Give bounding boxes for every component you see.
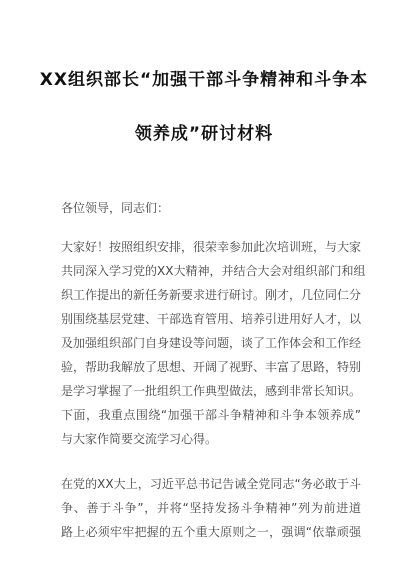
paragraph-line: 大家好！按照组织安排，很荣幸参加此次培训班，与大家: [61, 240, 362, 254]
paragraph-line: 在党的XX大上，习近平总书记告诫全党同志“务必敢于斗: [61, 477, 361, 491]
paragraph-2: [61, 472, 361, 544]
salutation: 各位领导，同志们：: [61, 201, 170, 215]
paragraph-line: 与大家作简要交流学习心得。: [61, 432, 218, 446]
document-title-line-2: 领养成”研讨材料: [134, 124, 274, 144]
paragraph-line: 路上必须牢牢把握的五个重大原则之一，强调“依靠顽强: [61, 525, 361, 539]
document-title-line-1: XX组织部长“加强干部斗争精神和斗争本: [39, 70, 369, 90]
paragraph-line: 验，帮助我解放了思想、开阔了视野、丰富了思路，特别: [61, 360, 362, 374]
paragraph-line: 共同深入学习党的XX大精神，并结合大会对组织部门和组: [61, 264, 366, 278]
paragraph-line: 别围绕基层党建、干部选育管用、培养引进用好人才，以: [61, 312, 362, 326]
paragraph-line: 织工作提出的新任务新要求进行研讨。刚才，几位同仁分: [61, 288, 362, 302]
paragraph-line: 下面，我重点围绕“加强干部斗争精神和斗争本领养成”: [61, 408, 361, 422]
paragraph-line: 是学习掌握了一批组织工作典型做法，感到非常长知识。: [61, 384, 362, 398]
paragraph-line: 及加强组织部门自身建设等问题，谈了工作体会和工作经: [61, 336, 362, 350]
paragraph-1: [61, 235, 366, 451]
paragraph-line: 争、善于斗争”，并将“坚持发扬斗争精神”列为前进道: [61, 501, 361, 515]
